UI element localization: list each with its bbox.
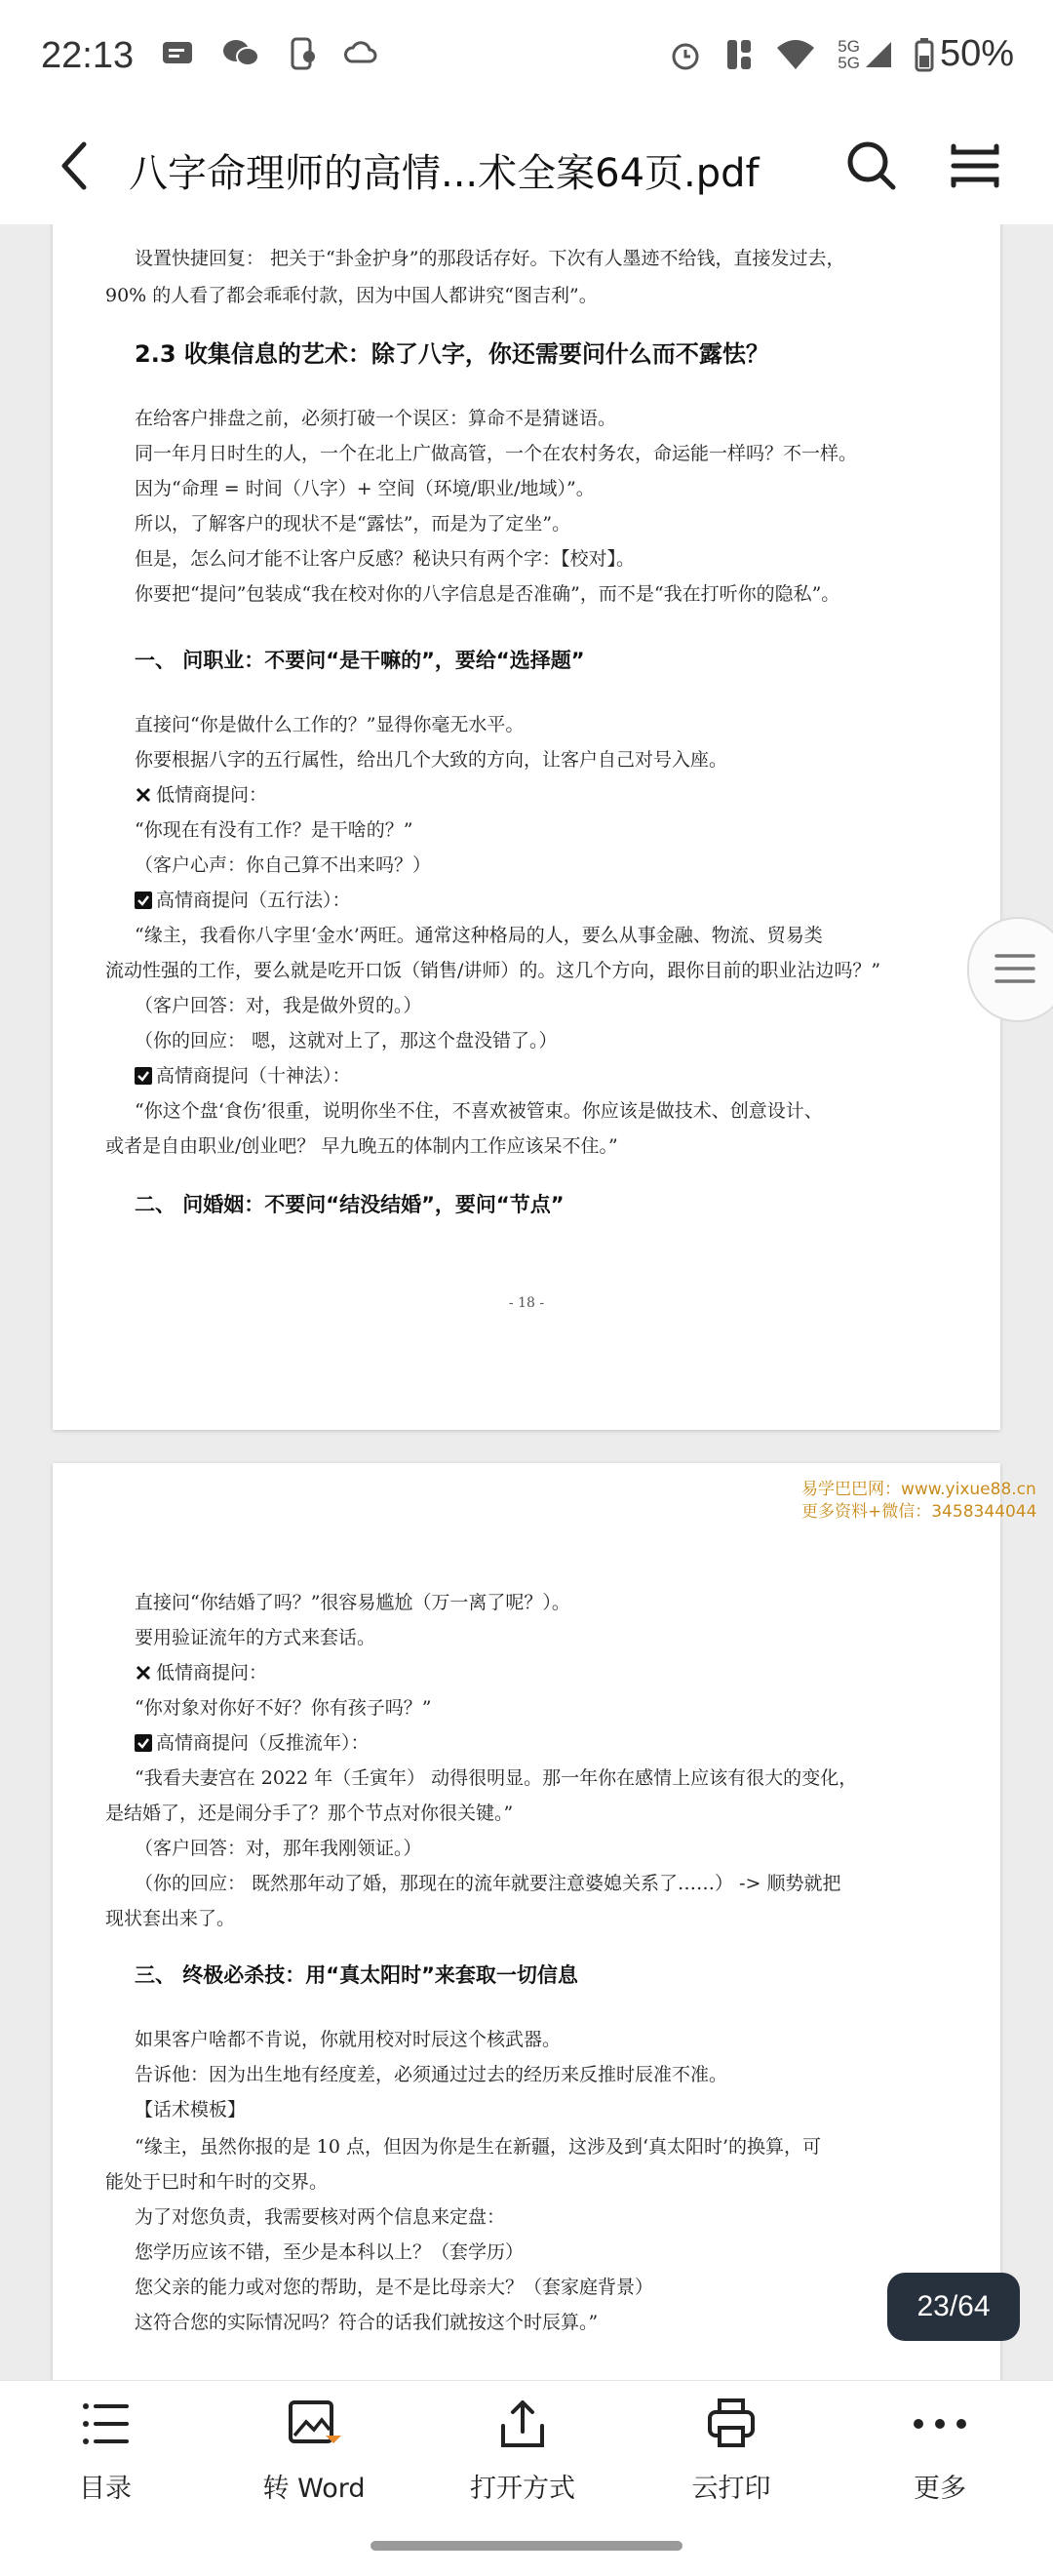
page-number: - 18 - [508,1295,545,1311]
text-line: 要用验证流年的方式来套话。 [135,1627,376,1648]
cross-mark-icon [135,1664,152,1682]
text-line: 所以，了解客户的现状不是“露怯”，而是为了定坐”。 [135,513,571,535]
wechat-icon [221,38,260,69]
cloud-icon [344,40,377,67]
system-icons [668,33,1014,75]
document-viewer[interactable] [0,224,1053,2380]
search-icon[interactable] [844,139,899,193]
check-box-icon [135,1067,152,1085]
document-title: 八字命理师的高情...术全案64页.pdf [129,151,760,196]
high-eq-text: 高情商提问（十神法）： [156,1065,351,1087]
toolbar-item-more[interactable] [842,2397,1037,2505]
signal-indicator [838,38,893,71]
notification-icons [161,37,377,70]
cross-mark-icon [135,786,152,804]
text-line: 或者是自由职业/创业吧？ 早九晚五的体制内工作应该呆不住。” [105,1135,618,1157]
text-line: 同一年月日时生的人，一个在北上广做高管，一个在农村务农，命运能一样吗？不一样。 [135,443,858,464]
menu-icon[interactable] [948,139,1002,193]
status-time: 22:13 [41,35,135,76]
text-line: （你的回应： 既然那年动了婚，那现在的流年就要注意婆媳关系了……） -> 顺势就把 [135,1873,841,1894]
text-line: 你要根据八字的五行属性，给出几个大致的方向，让客户自己对号入座。 [135,749,728,771]
phone-app-icon [288,37,317,70]
battery-icon [915,37,934,72]
text-line: 但是，怎么问才能不让客户反感？秘诀只有两个字：【校对】。 [135,548,636,570]
printer-icon [704,2397,759,2451]
more-dots-icon [911,2397,969,2451]
text-line: 是结婚了，还是闹分手了？那个节点对你很关键。” [105,1803,514,1824]
hamburger-icon [991,944,1039,993]
text-line: 设置快捷回复： 把关于“卦金护身”的那段话存好。下次有人墨迹不给钱，直接发过去， [135,248,845,269]
toolbar-label: 转 Word [262,2474,366,2504]
signal-label-bottom: 5G [838,53,860,72]
alarm-icon [668,37,703,72]
document-header [0,107,1053,225]
text-line: 您父亲的能力或对您的帮助，是不是比母亲大？（套家庭背景） [135,2277,654,2298]
text-line: 【话术模板】 [135,2099,247,2120]
watermark [801,1479,1036,1524]
battery-percent: 50% [939,33,1014,74]
high-eq-text: 高情商提问（反推流年）： [156,1732,370,1754]
low-eq-text: 低情商提问： [156,1662,268,1684]
wifi-icon [775,38,816,71]
text-line: （客户心声：你自己算不出来吗？） [135,854,432,876]
text-line: 直接问“你结婚了吗？”很容易尴尬（万一离了呢？）。 [135,1592,570,1613]
text-line: “你现在有没有工作？是干啥的？” [135,819,413,841]
back-arrow-icon[interactable] [55,139,94,193]
text-line: 90% 的人看了都会乖乖付款，因为中国人都讲究“图吉利”。 [105,285,598,306]
watermark-line: 更多资料+微信：3458344044 [801,1502,1037,1522]
list-icon [78,2397,133,2451]
watermark-line: 易学巴巴网：www.yixue88.cn [801,1480,1036,1499]
toolbar-item-open-with[interactable] [425,2397,620,2505]
text-line: “缘主，虽然你报的是 10 点，但因为你是生在新疆，这涉及到‘真太阳时’的换算，可 [135,2136,822,2158]
toolbar-label: 更多 [914,2474,966,2504]
check-box-icon [135,892,152,909]
status-bar [0,0,1053,107]
toolbar-label: 云打印 [691,2474,771,2504]
image-convert-icon [285,2397,343,2451]
toolbar-item-cloud-print[interactable] [634,2397,829,2505]
subsection-heading: 一、 问职业：不要问“是干嘛的”，要给“选择题” [135,649,585,672]
text-line: 现状套出来了。 [105,1908,236,1929]
high-eq-label [135,1730,370,1756]
text-line: “我看夫妻宫在 2022 年（壬寅年） 动得很明显。那一年你在感情上应该有很大的变化， [135,1767,858,1789]
text-line: “缘主，我看你八字里‘金水’两旺。通常这种格局的人，要么从事金融、物流、贸易类 [135,925,823,946]
low-eq-label [135,782,267,808]
text-line: 这符合您的实际情况吗？符合的话我们就按这个时辰算。” [135,2312,599,2333]
nfc-icon [724,37,754,72]
signal-label-top: 5G [838,36,860,56]
subsection-heading: 三、 终极必杀技：用“真太阳时”来套取一切信息 [135,1963,578,1987]
toolbar-label: 目录 [79,2474,132,2504]
text-line: 能处于巳时和午时的交界。 [105,2171,329,2193]
signal-bars-icon [864,40,893,69]
check-box-icon [135,1734,152,1752]
text-line: “你对象对你好不好？你有孩子吗？” [135,1697,432,1719]
text-line: “你这个盘‘食伤’很重，说明你坐不住，不喜欢被管束。你应该是做技术、创意设计、 [135,1100,823,1122]
text-line: 告诉他：因为出生地有经度差，必须通过过去的经历来反推时辰准不准。 [135,2064,728,2085]
text-line: 在给客户排盘之前，必须打破一个误区：算命不是猜谜语。 [135,408,617,429]
text-line: 如果客户啥都不肯说，你就用校对时辰这个核武器。 [135,2029,562,2050]
text-line: 你要把“提问”包装成“我在校对你的八字信息是否准确”，而不是“我在打听你的隐私”。 [135,583,840,605]
text-line: （客户回答：对，我是做外贸的。） [135,995,422,1016]
text-line: （客户回答：对，那年我刚领证。） [135,1838,422,1859]
text-line: 为了对您负责，我需要核对两个信息来定盘： [135,2206,506,2228]
bottom-toolbar [0,2380,1053,2576]
high-eq-label [135,1063,351,1089]
home-indicator[interactable] [370,2541,682,2551]
section-heading: 2.3 收集信息的艺术：除了八字，你还需要问什么而不露怯？ [135,340,769,368]
text-line: 直接问“你是做什么工作的？”显得你毫无水平。 [135,714,525,735]
page-indicator[interactable]: 23/64 [887,2273,1020,2341]
low-eq-label [135,1660,267,1685]
high-eq-text: 高情商提问（五行法）： [156,890,351,911]
message-notification-icon [161,39,194,68]
pdf-page-18 [53,224,1000,1430]
text-line: 流动性强的工作，要么就是吃开口饭（销售/讲师）的。这几个方向，跟你目前的职业沾边吗？” [105,960,881,981]
toolbar-label: 打开方式 [470,2474,575,2504]
high-eq-label [135,888,351,913]
share-icon [495,2397,550,2451]
toolbar-item-contents[interactable] [8,2397,203,2505]
low-eq-text: 低情商提问： [156,784,268,806]
text-line: 因为“命理 = 时间（八字）+ 空间（环境/职业/地域）”。 [135,478,595,499]
pdf-page-19 [53,1463,1000,2380]
toolbar-item-to-word[interactable] [216,2397,411,2505]
text-line: （你的回应： 嗯，这就对上了，那这个盘没错了。） [135,1030,558,1051]
text-line: 您学历应该不错，至少是本科以上？（套学历） [135,2241,525,2263]
subsection-heading: 二、 问婚姻：不要问“结没结婚”，要问“节点” [135,1193,565,1216]
